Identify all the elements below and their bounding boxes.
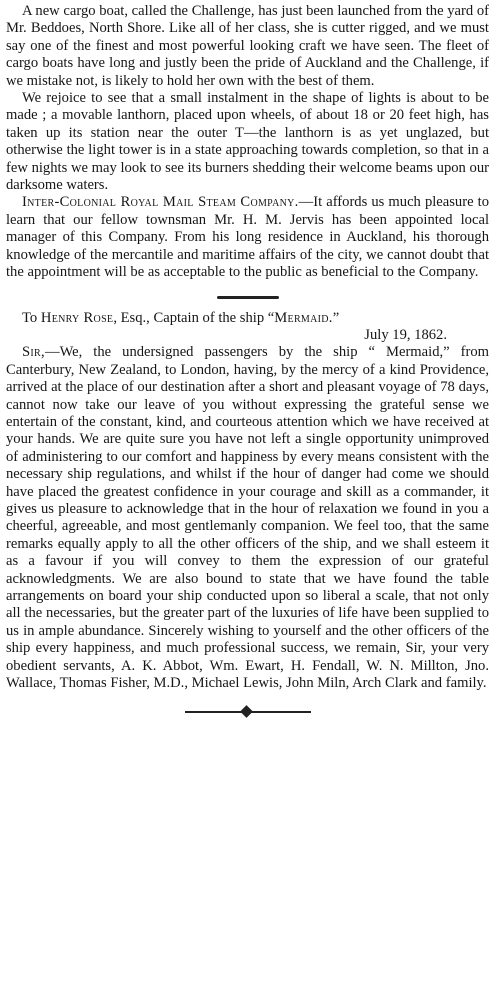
letter-address-name: Henry Rose	[40, 309, 114, 326]
letter-date: July 19, 1862.	[364, 326, 447, 343]
letter-salutation: Sir,	[22, 344, 45, 361]
article-cargo-boat: A new cargo boat, called the Challenge, has just been launched from the yard of Mr. Beddoes, North Shore. Like all of her class, she is cutter rigged, and we must say one of the finest and most powerful looking craft we have seen. The fleet of cargo boats have long and justly been the pride of Auckland and the Challenge, if we mistake not, is likely to hold her own with the best of them.	[6, 3, 489, 89]
article-harbour-lights: We rejoice to see that a small instalment in the shape of lights is about to be made ; a movable lanthorn, placed upon wheels, of about 18 or 20 feet high, has taken up its station near the outer T—the lanthorn is as yet unglazed, but otherwise the light tower is in a state approaching towards completion, so that in a few nights we may look to see its burners shedding their welcome beams upon our darksome waters.	[6, 90, 489, 194]
end-ornament	[185, 706, 311, 718]
letter-ship-name: Mermaid.	[274, 309, 333, 326]
letter-body	[6, 344, 489, 692]
letter-address-close-quote: ”	[332, 309, 340, 326]
letter-address-prefix: To	[22, 309, 38, 326]
article-mail-company-heading: Inter-Colonial Royal Mail Steam Company.	[22, 194, 299, 211]
article-mail-company	[6, 194, 489, 281]
letter-address	[6, 310, 489, 327]
end-ornament-diamond	[240, 706, 253, 719]
letter-address-title: , Esq., Captain of the ship “	[113, 309, 275, 326]
section-divider	[217, 296, 279, 299]
letter-body-text: —We, the undersigned passengers by the ship “ Mermaid,” from Canterbury, New Zealand, to London, having, by the mercy of a kind Providence, arrived at the place of our destination after a short and pleasant voyage of 78 days, cannot now take our leave of you without expressing the grateful sense we entertain of the constant, kind, and courteous attention which we have received at your hands. We are quite sure you have not left a single opportunity unimproved of administering to our comfort and happiness by every means consistent with the necessary ship regulations, and whilst if the hour of danger had come we should have placed the greatest confidence in your courage and skill as a commander, it gives us pleasure to acknowledge that in the hour of relaxation we found in you a cheerful, agreeable, and most gentlemanly companion. We feel too, that the same remarks equally apply to all the other officers of the ship, and we shall esteem it as a favour if you will convey to them the expression of our grateful acknowledgments. We are also bound to state that we have found the table arrangements on board your ship conducted upon so liberal a scale, that not only all the necessaries, but the greater part of the luxuries of life have been supplied to us in ample abundance. Sincerely wishing to yourself and the other officers of the ship every happiness, and much professional success, we remain, Sir, your very obedient servants, A. K. Abbot, Wm. Ewart, H. Fendall, W. N. Millton, Jno. Wallace, Thomas Fisher, M.D., Michael Lewis, John Miln, Arch Clark and family.	[6, 344, 489, 692]
article-mail-company-body: —It affords us much pleasure to learn that our fellow townsman Mr. H. M. Jervis has been appointed local manager of this Company. From his long residence in Auckland, his thorough knowledge of the mercantile and maritime affairs of the city, we cannot doubt that the appointment will be as acceptable to the public as beneficial to the Company.	[6, 194, 489, 281]
